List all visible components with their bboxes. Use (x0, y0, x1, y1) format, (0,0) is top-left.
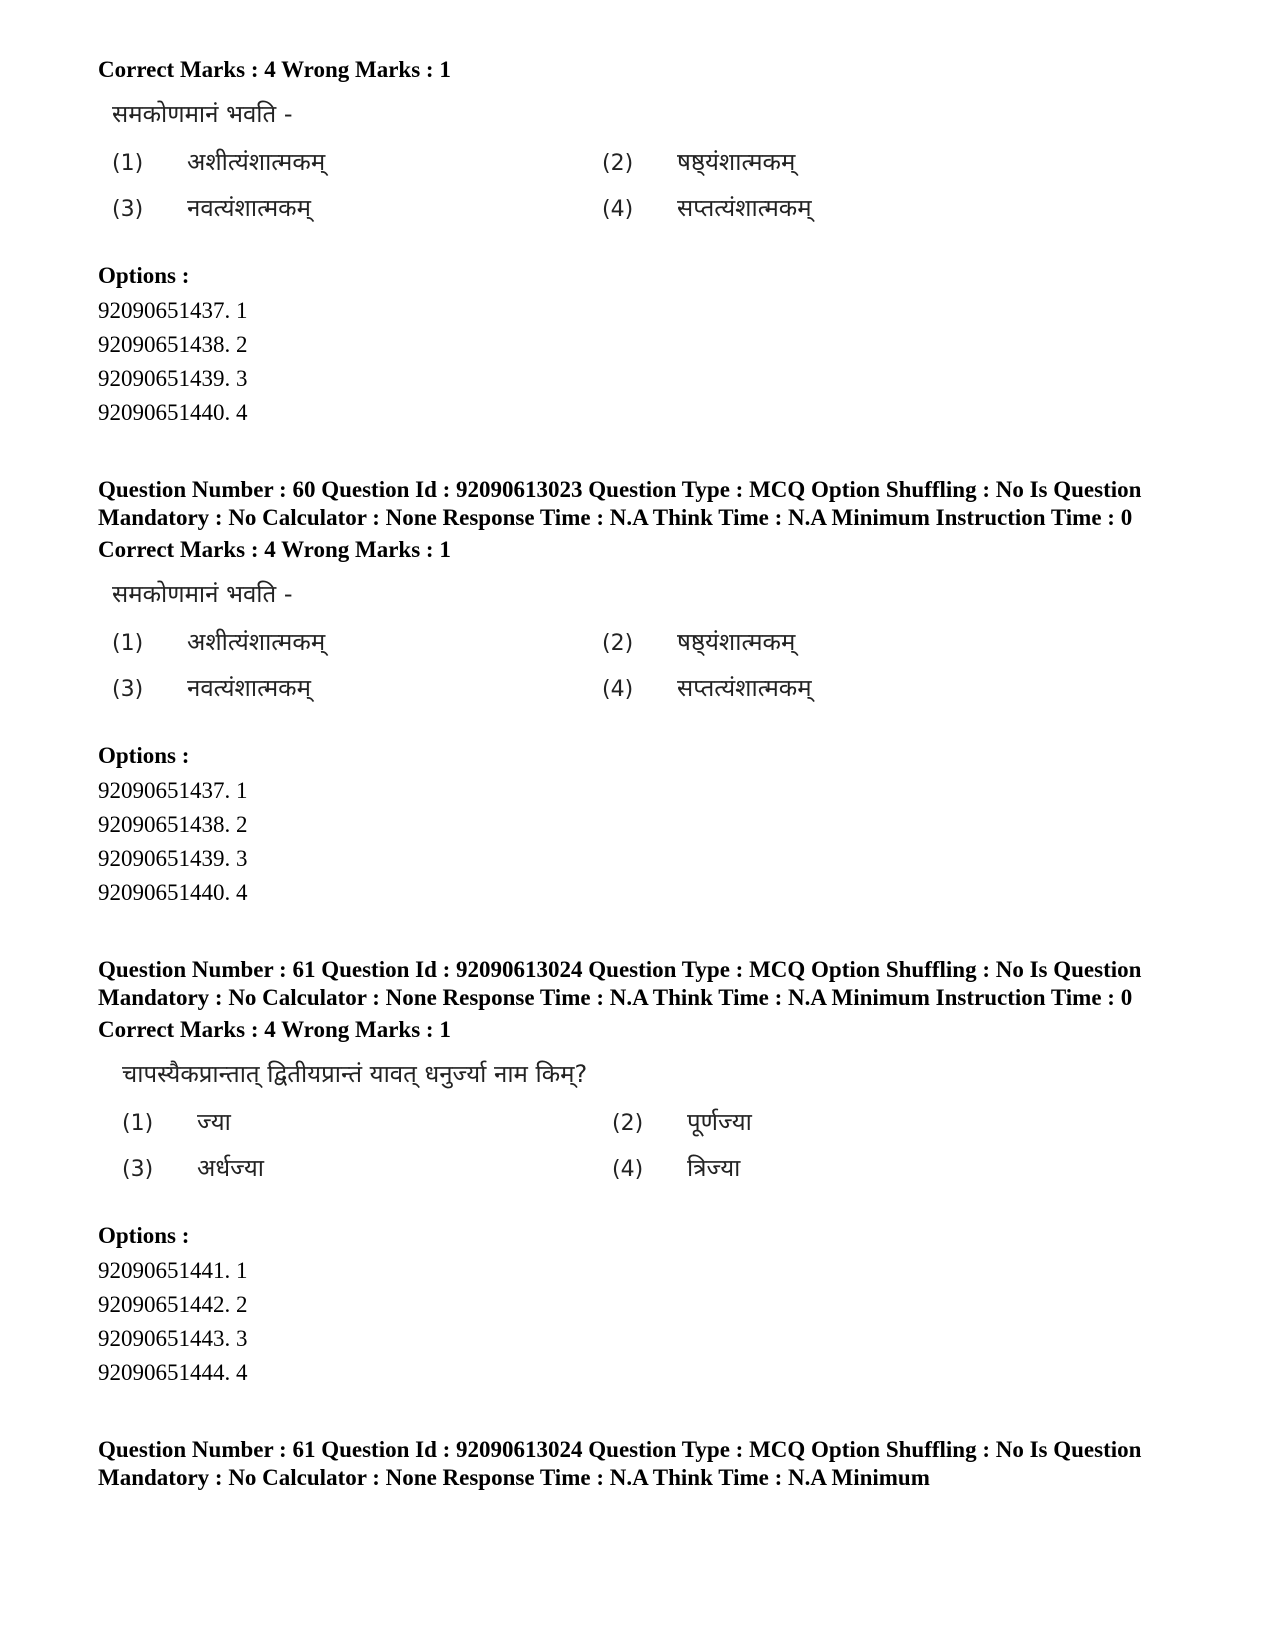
choice-number: (3) (122, 1157, 154, 1182)
option-row: 92090651441. 1 (98, 1258, 248, 1283)
choice-number: (2) (602, 631, 634, 656)
choice-item (122, 1106, 612, 1140)
question-header: Question Number : 60 Question Id : 92090613023 Question Type : MCQ Option Shuffling : No Is Question Mandatory : No Calculator : None Response Time : N.A Think Time : N.A Minimum Instruction Time : 0 (98, 477, 1142, 530)
question-image (122, 1058, 1178, 1186)
question-block (98, 1436, 1178, 1492)
choice-text: त्रिज्या (687, 1154, 741, 1182)
question-text: समकोणमानं भवति - (112, 100, 293, 128)
choice-number: (4) (612, 1157, 644, 1182)
choice-item (112, 146, 602, 180)
choice-text: सप्तत्यंशात्मकम् (677, 194, 812, 222)
question-header: Question Number : 61 Question Id : 92090613024 Question Type : MCQ Option Shuffling : No Is Question Mandatory : No Calculator : None Response Time : N.A Think Time : N.A Minimum Instruction Time : 0 (98, 957, 1142, 1010)
question-header: Question Number : 61 Question Id : 92090613024 Question Type : MCQ Option Shuffling : No Is Question Mandatory : No Calculator : None Response Time : N.A Think Time : N.A Minimum (98, 1437, 1142, 1490)
choice-item (602, 146, 1092, 180)
choice-text: षष्ठ्यंशात्मकम् (677, 148, 796, 176)
option-row: 92090651440. 4 (98, 400, 248, 425)
choice-number: (4) (602, 677, 634, 702)
options-heading: Options : (98, 743, 190, 768)
choice-text: अशीत्यंशात्मकम् (187, 148, 326, 176)
choice-number: (1) (112, 631, 144, 656)
option-row: 92090651437. 1 (98, 298, 248, 323)
option-row: 92090651444. 4 (98, 1360, 248, 1385)
choice-item (122, 1152, 612, 1186)
option-row: 92090651438. 2 (98, 332, 248, 357)
choice-number: (1) (112, 151, 144, 176)
marks-line: Correct Marks : 4 Wrong Marks : 1 (98, 537, 451, 562)
option-row: 92090651437. 1 (98, 778, 248, 803)
question-text: चापस्यैकप्रान्तात् द्वितीयप्रान्तं यावत् धनुर्ज्या नाम किम्? (122, 1060, 588, 1088)
question-image (112, 98, 1178, 226)
marks-line: Correct Marks : 4 Wrong Marks : 1 (98, 1017, 451, 1042)
question-block (98, 476, 1178, 910)
option-row: 92090651440. 4 (98, 880, 248, 905)
choice-number: (4) (602, 197, 634, 222)
option-row: 92090651443. 3 (98, 1326, 248, 1351)
choice-number: (2) (612, 1111, 644, 1136)
choice-item (602, 626, 1092, 660)
choice-item (112, 192, 602, 226)
question-block (98, 56, 1178, 430)
options-heading: Options : (98, 263, 190, 288)
choice-text: नवत्यंशात्मकम् (187, 674, 311, 702)
choice-grid (112, 626, 1178, 706)
choice-text: अशीत्यंशात्मकम् (187, 628, 326, 656)
choice-number: (2) (602, 151, 634, 176)
option-row: 92090651439. 3 (98, 846, 248, 871)
choice-item (602, 672, 1092, 706)
choice-item (112, 626, 602, 660)
choice-item (612, 1152, 1102, 1186)
choice-text: सप्तत्यंशात्मकम् (677, 674, 812, 702)
option-row: 92090651439. 3 (98, 366, 248, 391)
option-row: 92090651442. 2 (98, 1292, 248, 1317)
choice-item (112, 672, 602, 706)
choice-text: ज्या (197, 1108, 231, 1136)
choice-number: (3) (112, 197, 144, 222)
choice-text: पूर्णज्या (687, 1108, 752, 1136)
question-text: समकोणमानं भवति - (112, 580, 293, 608)
choice-text: नवत्यंशात्मकम् (187, 194, 311, 222)
option-row: 92090651438. 2 (98, 812, 248, 837)
options-heading: Options : (98, 1223, 190, 1248)
choice-number: (3) (112, 677, 144, 702)
question-block (98, 956, 1178, 1390)
choice-grid (122, 1106, 1178, 1186)
choice-text: षष्ठ्यंशात्मकम् (677, 628, 796, 656)
choice-grid (112, 146, 1178, 226)
choice-item (602, 192, 1092, 226)
question-image (112, 578, 1178, 706)
document-page (98, 56, 1178, 1492)
choice-item (612, 1106, 1102, 1140)
choice-text: अर्धज्या (197, 1154, 264, 1182)
choice-number: (1) (122, 1111, 154, 1136)
marks-line: Correct Marks : 4 Wrong Marks : 1 (98, 57, 451, 82)
